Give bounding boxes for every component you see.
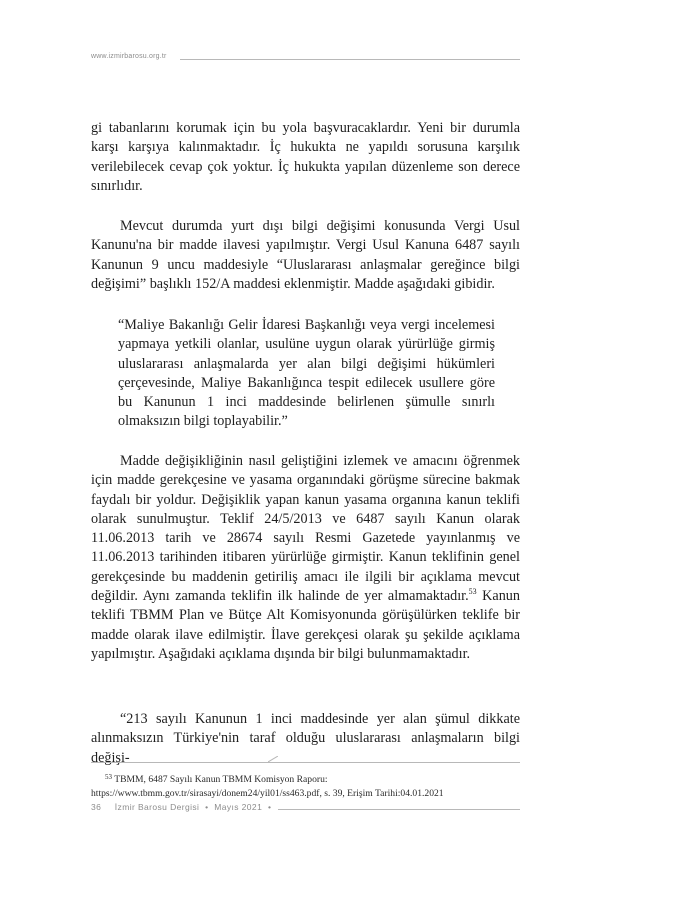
paragraph-text xyxy=(91,452,520,664)
paragraph-text-part-a: Madde değişikliğinin nasıl geliştiğini izlemek ve amacını öğrenmek için madde gerekçesine ve yasama organındaki görüşme sürecine bakmak faydalı bir yoldur. Değişiklik yapan kanun yasama organına kanun teklifi olarak sunulmuştur. Teklif 24/5/2013 ve 6487 sayılı Kanun olarak 11.06.2013 tarih ve 28674 sayılı Resmi Gazetede yayınlanmış ve 11.06.2013 tarihinden itibaren yürürlüğe girmiştir. Kanun teklifinin genel gerekçesinde bu maddenin getiriliş amacı ile ilgili bir açıklama mevcut değildir. Aynı zamanda teklifin ilk halinde de yer almamaktadır. xyxy=(91,453,520,605)
footer-rule xyxy=(278,809,520,810)
footnote-text: TBMM, 6487 Sayılı Kanun TBMM Komisyon Raporu: https://www.tbmm.gov.tr/sirasayi/donem24/yil01/ss463.pdf, s. 39, Erişim Tarihi:04.01.2021 xyxy=(91,774,444,799)
header-url: www.izmirbarosu.org.tr xyxy=(91,53,167,60)
paragraph-text: gi tabanlarını korumak için bu yola başvuracaklardır. Yeni bir durumla karşı karşıya kalınmaktadır. İç hukukta ne yapıldı sorusuna karşılık verilebilecek cevap çok yoktur. İç hukukta yapılan düzenleme son derece sınırlıdır. xyxy=(91,120,520,194)
quote-text: “Maliye Bakanlığı Gelir İdaresi Başkanlığı veya vergi incelemesi yapmaya yetkili olanlar, usulüne uygun olarak yürürlüğe girmiş uluslararası anlaşmalarda yer alan bilgi değişimi hükümleri çerçevesinde, Maliye Bakanlığınca tespit edilecek usullere göre bu Kanunun 1 inci maddesinde belirlenen şümulle sınırlı olmaksızın bilgi toplayabilir.” xyxy=(118,317,495,430)
paragraph-text: “213 sayılı Kanunun 1 inci maddesinde yer alan şümul dikkate alınmaksızın Türkiye'nin taraf olduğu uluslararası anlaşmaların bilgi değişi- xyxy=(91,711,520,766)
page-footer xyxy=(91,802,274,812)
footer-bullet: • xyxy=(205,802,209,812)
journal-name: İzmir Barosu Dergisi xyxy=(114,802,200,812)
paragraph-legislative-history xyxy=(91,452,520,664)
footnote-body xyxy=(91,770,520,801)
paragraph-explanation-quote xyxy=(91,710,520,768)
footnote-separator xyxy=(91,762,520,763)
header-rule xyxy=(180,59,520,60)
paragraph-vuk-amendment xyxy=(91,217,520,294)
footer-bullet-end: • xyxy=(267,802,272,812)
issue-date: Mayıs 2021 xyxy=(214,802,263,812)
page-number: 36 xyxy=(91,802,102,812)
separator-notch xyxy=(268,756,278,762)
block-quote xyxy=(118,316,495,432)
footnote-number: 53 xyxy=(105,773,112,781)
paragraph-continuation xyxy=(91,119,520,196)
footnote-reference[interactable]: 53 xyxy=(468,587,477,597)
paragraph-text: Mevcut durumda yurt dışı bilgi değişimi konusunda Vergi Usul Kanunu'na bir madde ilavesi yapılmıştır. Vergi Usul Kanuna 6487 sayılı Kanunun 9 uncu maddesiyle “Uluslararası anlaşmalar gereğince bilgi değişimi” başlıklı 152/A maddesi eklenmiştir. Madde aşağıdaki gibidir. xyxy=(91,218,520,292)
paragraph-text-part-b: Kanun teklifi TBMM Plan ve Bütçe Alt Komisyonunda görüşülürken teklife bir madde olarak ilave edilmiştir. İlave gerekçesi olarak şu şekilde açıklama yapılmıştır. Aşağıdaki açıklama dışında bir bilgi bulunmamaktadır. xyxy=(91,588,520,662)
